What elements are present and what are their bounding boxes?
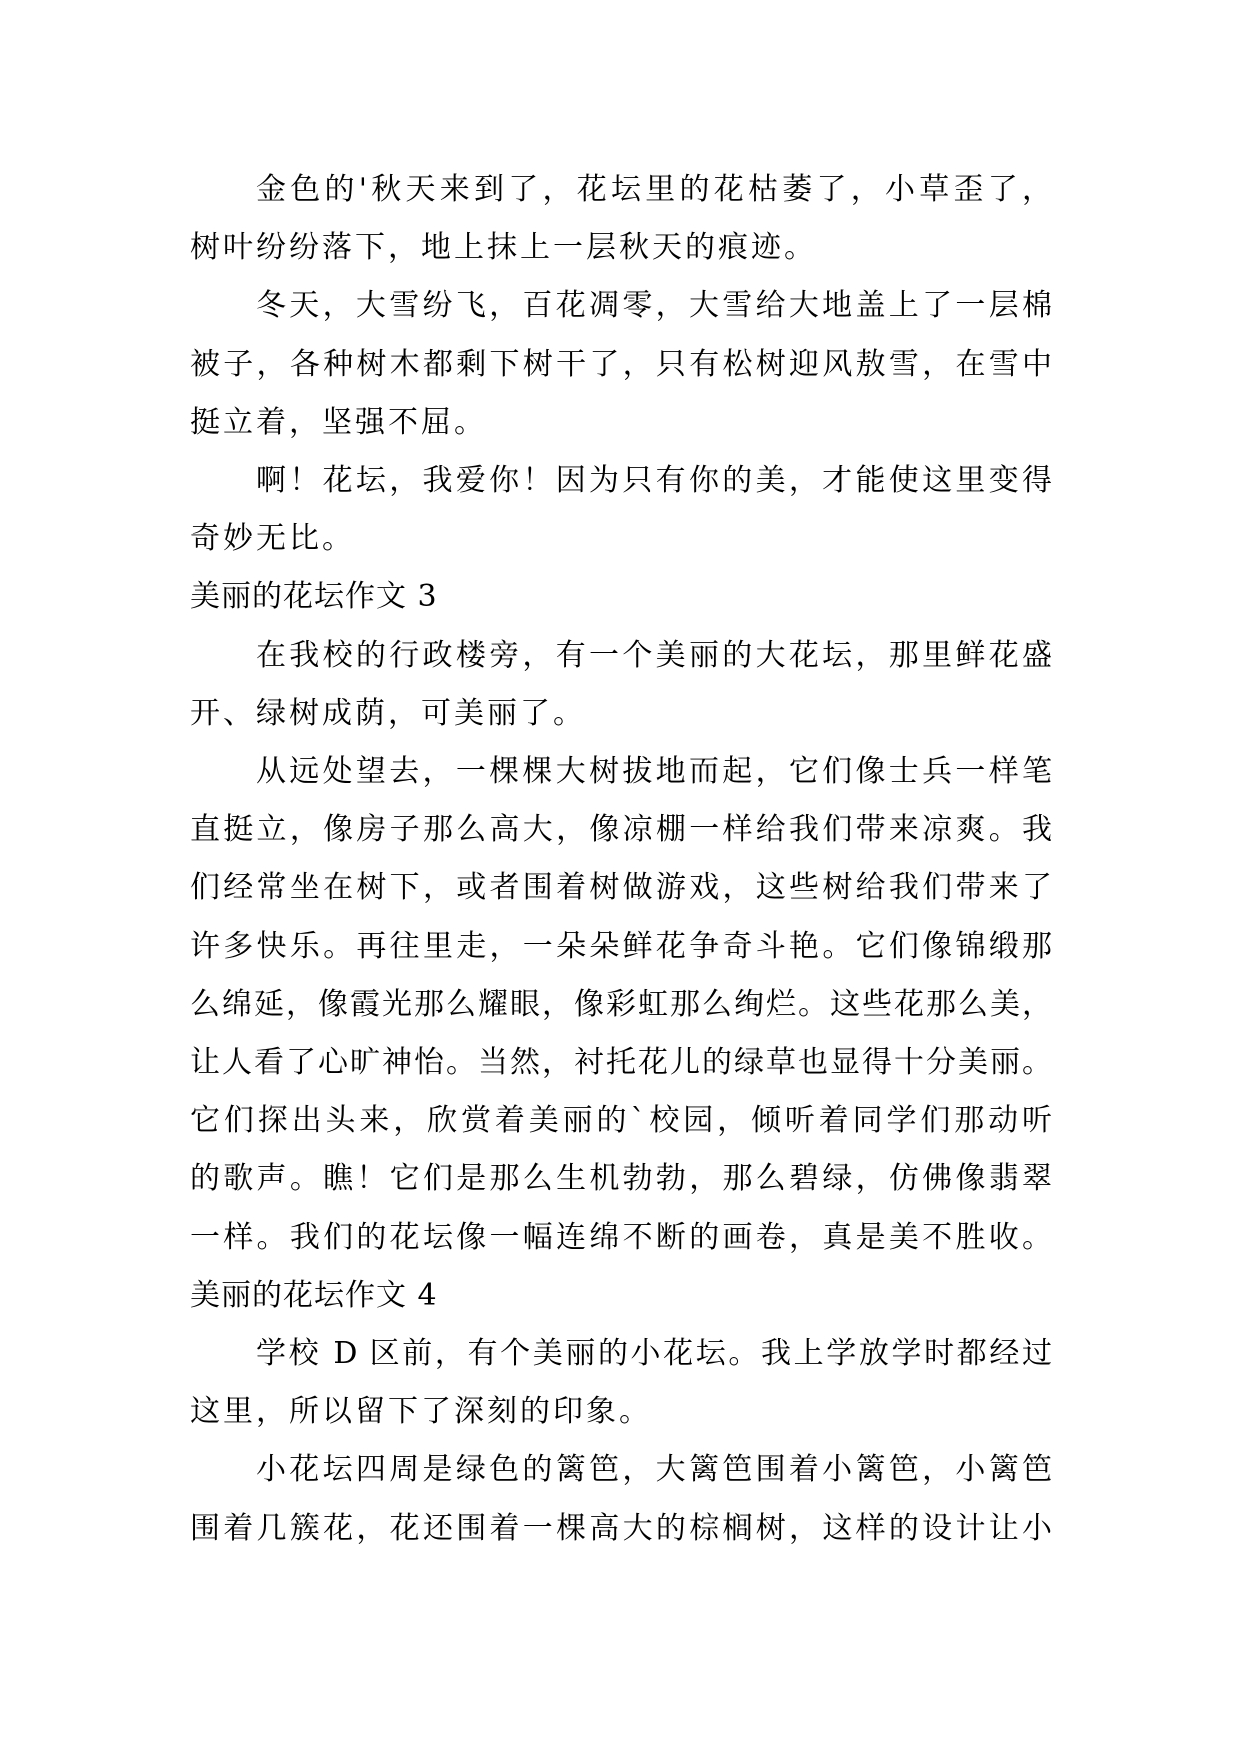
paragraph-line: 冬天，大雪纷飞，百花凋零，大雪给大地盖上了一层棉 <box>256 288 1052 323</box>
paragraph-line: 许多快乐。再往里走，一朵朵鲜花争奇斗艳。它们像锦缎那 <box>190 929 1052 964</box>
paragraph-line: 从远处望去，一棵棵大树拔地而起，它们像士兵一样笔 <box>256 754 1052 789</box>
paragraph-line: 它们探出头来，欣赏着美丽的`校园，倾听着同学们那动听 <box>190 1103 1052 1138</box>
paragraph-line: 在我校的行政楼旁，有一个美丽的大花坛，那里鲜花盛 <box>256 638 1052 673</box>
paragraph-line: 这里，所以留下了深刻的印象。 <box>190 1394 652 1429</box>
paragraph-line: 们经常坐在树下，或者围着树做游戏，这些树给我们带来了 <box>190 870 1052 905</box>
paragraph-line: 让人看了心旷神怡。当然，衬托花儿的绿草也显得十分美丽。 <box>190 1045 1052 1080</box>
paragraph-line: 的歌声。瞧！它们是那么生机勃勃，那么碧绿，仿佛像翡翠 <box>190 1161 1052 1196</box>
paragraph-line: 被子，各种树木都剩下树干了，只有松树迎风敖雪，在雪中 <box>190 347 1052 382</box>
paragraph-line: 挺立着，坚强不屈。 <box>190 405 487 440</box>
section-heading: 美丽的花坛作文 3 <box>190 579 438 614</box>
paragraph-line: 么绵延，像霞光那么耀眼，像彩虹那么绚烂。这些花那么美， <box>190 987 1052 1022</box>
paragraph-line: 一样。我们的花坛像一幅连绵不断的画卷，真是美不胜收。 <box>190 1220 1052 1255</box>
paragraph-line: 啊！花坛，我爱你！因为只有你的美，才能使这里变得 <box>256 463 1052 498</box>
section-heading: 美丽的花坛作文 4 <box>190 1278 438 1313</box>
paragraph-line: 学校 D 区前，有个美丽的小花坛。我上学放学时都经过 <box>256 1336 1052 1371</box>
paragraph-line: 直挺立，像房子那么高大，像凉棚一样给我们带来凉爽。我 <box>190 812 1052 847</box>
paragraph-line: 树叶纷纷落下，地上抹上一层秋天的痕迹。 <box>190 230 817 265</box>
paragraph-line: 金色的'秋天来到了，花坛里的花枯萎了，小草歪了， <box>256 172 1052 207</box>
paragraph-line: 小花坛四周是绿色的篱笆，大篱笆围着小篱笆，小篱笆 <box>256 1452 1052 1487</box>
paragraph-line: 奇妙无比。 <box>190 521 355 556</box>
paragraph-line: 开、绿树成荫，可美丽了。 <box>190 696 586 731</box>
paragraph-line: 围着几簇花，花还围着一棵高大的棕榈树，这样的设计让小 <box>190 1511 1052 1546</box>
